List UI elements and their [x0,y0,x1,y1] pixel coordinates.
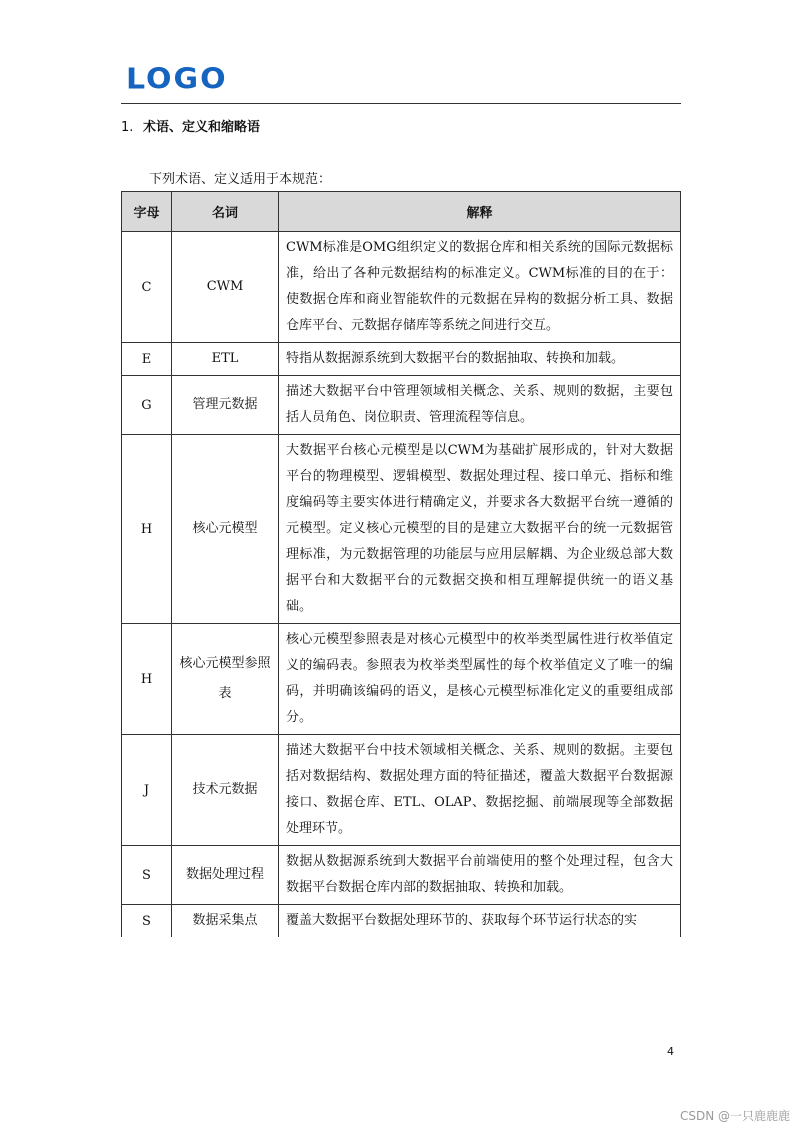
row-definition: 描述大数据平台中技术领域相关概念、关系、规则的数据。主要包括对数据结构、数据处理方面的特征描述，覆盖大数据平台数据源接口、数据仓库、ETL、OLAP、数据挖掘、前端展现等全部数据处理环节。 [279,735,681,846]
section-number: 1. [121,120,134,135]
row-letter: C [122,232,172,343]
section-title: 术语、定义和缩略语 [143,120,261,135]
row-definition: 大数据平台核心元模型是以CWM为基础扩展形成的，针对大数据平台的物理模型、逻辑模型、数据处理过程、接口单元、指标和维度编码等主要实体进行精确定义，并要求各大数据平台统一遵循的元模型。定义核心元模型的目的是建立大数据平台的统一元数据管理标准，为元数据管理的功能层与应用层解耦、为企业级总部大数据平台和大数据平台的元数据交换和相互理解提供统一的语义基础。 [279,435,681,624]
table-row [122,435,681,624]
intro-text: 下列术语、定义适用于本规范： [149,172,332,187]
table-header-row [122,192,681,232]
row-definition: 核心元模型参照表是对核心元模型中的枚举类型属性进行枚举值定义的编码表。参照表为枚举类型属性的每个枚举值定义了唯一的编码，并明确该编码的语义，是核心元模型标准化定义的重要组成部分。 [279,624,681,735]
row-definition: 数据从数据源系统到大数据平台前端使用的整个处理过程，包含大数据平台数据仓库内部的数据抽取、转换和加载。 [279,846,681,905]
row-term: 管理元数据 [172,376,279,435]
row-letter: S [122,905,172,938]
row-letter: E [122,343,172,376]
row-term: ETL [172,343,279,376]
table-row [122,624,681,735]
row-definition: CWM标准是OMG组织定义的数据仓库和相关系统的国际元数据标准，给出了各种元数据结构的标准定义。CWM标准的目的在于：使数据仓库和商业智能软件的元数据在异构的数据分析工具、数据仓库平台、元数据存储库等系统之间进行交互。 [279,232,681,343]
page-number: 4 [667,1045,674,1058]
row-term: 核心元模型参照表 [172,624,279,735]
header-letter: 字母 [122,192,172,232]
section-heading [121,116,260,135]
row-term: 技术元数据 [172,735,279,846]
row-letter: J [122,735,172,846]
logo: LOGO [126,62,228,97]
watermark: CSDN @一只鹿鹿鹿 [679,1109,790,1123]
table-row [122,846,681,905]
row-term: 数据处理过程 [172,846,279,905]
row-definition: 覆盖大数据平台数据处理环节的、获取每个环节运行状态的实 [279,905,681,938]
row-definition: 描述大数据平台中管理领域相关概念、关系、规则的数据，主要包括人员角色、岗位职责、管理流程等信息。 [279,376,681,435]
terms-table [121,191,681,937]
header-term: 名词 [172,192,279,232]
table-row [122,343,681,376]
row-term: 核心元模型 [172,435,279,624]
row-term: CWM [172,232,279,343]
table-row [122,376,681,435]
table-row [122,735,681,846]
row-term: 数据采集点 [172,905,279,938]
table-row [122,905,681,938]
row-definition: 特指从数据源系统到大数据平台的数据抽取、转换和加载。 [279,343,681,376]
row-letter: H [122,435,172,624]
row-letter: H [122,624,172,735]
table-row [122,232,681,343]
header-rule [121,103,681,104]
row-letter: G [122,376,172,435]
row-letter: S [122,846,172,905]
header-definition: 解释 [279,192,681,232]
